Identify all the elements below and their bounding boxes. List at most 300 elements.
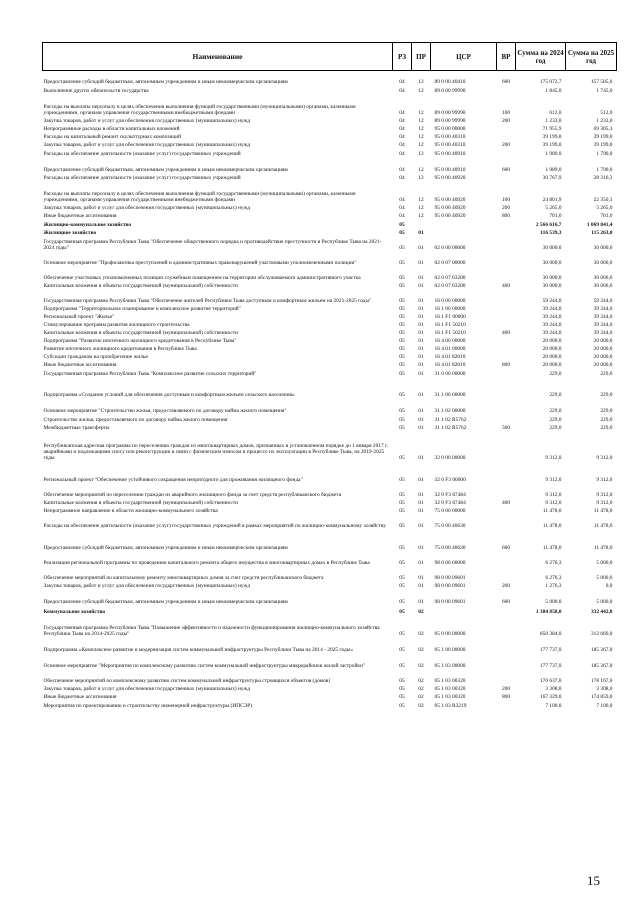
row-sum-2024: 170 637,0 bbox=[539, 678, 562, 685]
row-sum-2024: 20 000,0 bbox=[542, 354, 562, 361]
row-rz: 05 bbox=[399, 678, 405, 685]
row-sum-2024: 9 312,0 bbox=[545, 455, 562, 462]
row-pr: 12 bbox=[418, 126, 424, 133]
row-csr: 31 1 02 R5762 bbox=[434, 417, 467, 424]
row-sum-2025: 174 859,0 bbox=[590, 694, 613, 701]
table-row bbox=[43, 321, 617, 329]
row-pr: 12 bbox=[418, 110, 424, 117]
row-csr: 32 0 F3 00000 bbox=[434, 477, 466, 484]
table-row bbox=[43, 313, 617, 321]
row-name: Государственная программа Республики Тыва "Комплексное развитие сельских территорий" bbox=[43, 371, 257, 378]
row-csr: 16 4 01 82010 bbox=[434, 362, 466, 369]
row-csr: 05 1 03 00320 bbox=[434, 686, 466, 693]
row-pr: 01 bbox=[418, 230, 424, 237]
header-rz: РЗ bbox=[393, 43, 412, 71]
row-sum-2025: 39 199,0 bbox=[593, 142, 613, 149]
row-sum-2025: 9 312,0 bbox=[596, 500, 613, 507]
row-rz: 05 bbox=[399, 371, 405, 378]
row-sum-2024: 1 233,0 bbox=[545, 118, 562, 125]
row-sum-2025: 229,0 bbox=[600, 425, 613, 432]
row-sum-2024: 1 989,0 bbox=[545, 151, 562, 158]
row-pr: 12 bbox=[418, 205, 424, 212]
table-row bbox=[43, 369, 617, 378]
row-rz: 04 bbox=[399, 118, 405, 125]
row-csr: 75 0 00 00000 bbox=[434, 508, 466, 515]
header-name: Наименование bbox=[43, 43, 393, 71]
row-name: Обеспечение участковых уполномоченных полиции служебным помещением на территории обслуживаемого административного участка bbox=[43, 275, 361, 282]
table-row bbox=[43, 484, 617, 499]
row-vr: 200 bbox=[501, 686, 511, 693]
table-row bbox=[43, 378, 617, 399]
row-sum-2025: 0,0 bbox=[605, 583, 613, 590]
row-pr: 01 bbox=[418, 260, 424, 267]
table-row bbox=[43, 462, 617, 484]
row-name: Закупка товаров, работ и услуг для обеспечения государственных (муниципальных) нужд bbox=[43, 583, 251, 590]
row-sum-2025: 20 000,0 bbox=[593, 362, 613, 369]
row-vr bbox=[497, 237, 516, 252]
table-row bbox=[43, 582, 617, 590]
row-csr: 98 0 00 09601 bbox=[434, 575, 466, 582]
row-csr: 95 0 00 40920 bbox=[434, 205, 466, 212]
row-sum-2025: 11 478,0 bbox=[593, 523, 613, 530]
table-row bbox=[43, 345, 617, 353]
table-row bbox=[43, 499, 617, 507]
row-sum-2024: 30 767,9 bbox=[542, 175, 562, 182]
row-rz: 05 bbox=[399, 283, 405, 290]
table-row bbox=[43, 174, 617, 182]
row-sum-2024: 1 384 858,0 bbox=[535, 609, 562, 616]
table-row bbox=[43, 117, 617, 125]
row-csr: 05 1 03 R3219 bbox=[434, 703, 467, 710]
row-sum-2024: 39 199,0 bbox=[542, 134, 562, 141]
row-vr: 500 bbox=[501, 425, 511, 432]
row-name: Расходы на обеспечение деятельности (оказание услуг) государственных учреждений в рамках мероприятий по жилищно-коммунальному хозяйству bbox=[43, 523, 386, 530]
row-sum-2024: 39 244,0 bbox=[542, 330, 562, 337]
table-row bbox=[43, 290, 617, 305]
row-sum-2025: 157 585,6 bbox=[590, 79, 613, 86]
row-pr: 02 bbox=[418, 694, 424, 701]
row-pr: 12 bbox=[418, 142, 424, 149]
row-name: Капитальные вложения в объекты государственной (муниципальной) собственности bbox=[43, 330, 238, 337]
row-csr bbox=[431, 229, 497, 237]
row-rz: 05 bbox=[399, 306, 405, 313]
row-rz: 04 bbox=[399, 110, 405, 117]
row-rz: 05 bbox=[399, 686, 405, 693]
row-rz: 05 bbox=[399, 245, 405, 252]
row-sum-2025: 5 000,0 bbox=[596, 560, 613, 567]
table-row bbox=[43, 237, 617, 252]
row-csr: 05 0 00 00000 bbox=[434, 631, 466, 638]
table-row bbox=[43, 670, 617, 685]
row-rz: 05 bbox=[399, 663, 405, 670]
row-rz: 04 bbox=[399, 151, 405, 158]
row-sum-2024: 59 244,0 bbox=[542, 298, 562, 305]
row-name: Иные бюджетные ассигнования bbox=[43, 362, 117, 369]
row-name: Выполнение других обязательств государства bbox=[43, 88, 149, 95]
row-sum-2024: 177 737,0 bbox=[539, 647, 562, 654]
row-vr: 600 bbox=[501, 599, 511, 606]
row-vr: 600 bbox=[501, 79, 511, 86]
row-vr bbox=[497, 616, 516, 638]
row-vr bbox=[497, 515, 516, 530]
table-row bbox=[43, 212, 617, 220]
row-sum-2025: 512,0 bbox=[600, 110, 613, 117]
row-pr: 01 bbox=[418, 575, 424, 582]
table-row bbox=[43, 515, 617, 530]
row-pr: 01 bbox=[418, 417, 424, 424]
row-rz: 05 bbox=[399, 545, 405, 552]
row-vr bbox=[497, 606, 516, 616]
row-name: Расходы на обеспечение деятельности (оказание услуг) государственных учреждений bbox=[43, 151, 241, 158]
row-rz: 05 bbox=[399, 477, 405, 484]
row-rz: 05 bbox=[399, 500, 405, 507]
row-vr bbox=[497, 378, 516, 399]
row-sum-2025: 28 316,3 bbox=[593, 175, 613, 182]
row-pr: 01 bbox=[418, 492, 424, 499]
row-sum-2024: 701,0 bbox=[549, 213, 562, 220]
row-sum-2024: 30 000,0 bbox=[542, 245, 562, 252]
row-name: Подпрограмма «Комплексное развитие и модернизация систем коммунальной инфраструктуры Республики Тыва на 2014 - 2025 годы» bbox=[43, 647, 354, 654]
row-name: Республиканская адресная программа по переселению граждан из многоквартирных домов, признанных в установленном порядке до 1 января 2017 г. аварийными и подлежащими сносу или реконструкции в связи с физическим износом в процессе их эксплуатации в Республике Тыва, на 2019-2025 годы bbox=[43, 442, 389, 462]
row-pr: 12 bbox=[418, 88, 424, 95]
row-sum-2024: 39 199,0 bbox=[542, 142, 562, 149]
row-pr: 01 bbox=[418, 455, 424, 462]
row-pr: 02 bbox=[418, 686, 424, 693]
row-pr: 02 bbox=[418, 663, 424, 670]
row-rz: 05 bbox=[399, 599, 405, 606]
row-name: Реализация региональной программы по проведению капитального ремонта общего имущества в многоквартирных домах в Республике Тыва bbox=[43, 560, 370, 567]
table-row bbox=[43, 638, 617, 654]
row-vr bbox=[497, 252, 516, 267]
header-vr: ВР bbox=[497, 43, 516, 71]
row-rz: 04 bbox=[399, 213, 405, 220]
row-vr: 800 bbox=[501, 362, 511, 369]
row-pr: 02 bbox=[418, 647, 424, 654]
row-csr: 16 4 00 00000 bbox=[434, 338, 466, 345]
row-sum-2024: 71 955,9 bbox=[542, 126, 562, 133]
row-rz: 05 bbox=[399, 330, 405, 337]
row-pr: 12 bbox=[418, 134, 424, 141]
row-pr: 12 bbox=[418, 175, 424, 182]
row-rz: 04 bbox=[399, 79, 405, 86]
row-vr bbox=[497, 86, 516, 95]
row-vr bbox=[497, 337, 516, 345]
row-csr: 16 4 01 82010 bbox=[434, 354, 466, 361]
row-sum-2024: 3 308,0 bbox=[545, 686, 562, 693]
row-rz: 05 bbox=[399, 425, 405, 432]
table-row bbox=[43, 220, 617, 229]
row-sum-2024: 612,0 bbox=[549, 110, 562, 117]
row-csr: 05 1 03 00320 bbox=[434, 678, 466, 685]
row-csr: 31 1 00 00000 bbox=[434, 392, 466, 399]
table-row bbox=[43, 399, 617, 415]
row-sum-2025: 229,0 bbox=[600, 371, 613, 378]
row-vr bbox=[497, 133, 516, 141]
table-row bbox=[43, 606, 617, 616]
row-sum-2025: 20 000,0 bbox=[593, 354, 613, 361]
row-csr: 95 0 00 40310 bbox=[434, 134, 466, 141]
row-vr: 200 bbox=[501, 205, 511, 212]
row-sum-2024: 39 244,0 bbox=[542, 306, 562, 313]
row-vr bbox=[497, 353, 516, 361]
row-name: Закупка товаров, работ и услуг для обеспечения государственных (муниципальных) нужд bbox=[43, 686, 251, 693]
row-sum-2025: 7 100,0 bbox=[596, 703, 613, 710]
row-vr bbox=[497, 552, 516, 567]
row-pr: 01 bbox=[418, 362, 424, 369]
row-csr: 89 0 00 40410 bbox=[434, 79, 466, 86]
row-vr: 400 bbox=[501, 330, 511, 337]
row-sum-2024: 6 276,3 bbox=[545, 560, 562, 567]
row-sum-2025: 312 669,0 bbox=[590, 631, 613, 638]
row-sum-2024: 20 000,0 bbox=[542, 362, 562, 369]
row-sum-2025: 185 267,0 bbox=[590, 663, 613, 670]
row-sum-2025: 5 265,0 bbox=[596, 205, 613, 212]
row-sum-2025: 5 000,0 bbox=[596, 599, 613, 606]
row-vr: 100 bbox=[501, 110, 511, 117]
row-sum-2024: 116 539,3 bbox=[540, 230, 562, 237]
row-name: Мероприятия по проектированию и строительству инженерной инфраструктуры (ИПСЭР) bbox=[43, 703, 253, 710]
row-sum-2024: 5 000,0 bbox=[545, 599, 562, 606]
row-sum-2025: 701,0 bbox=[600, 213, 613, 220]
row-pr: 01 bbox=[418, 583, 424, 590]
row-rz: 04 bbox=[399, 134, 405, 141]
row-rz: 05 bbox=[399, 362, 405, 369]
row-rz: 05 bbox=[399, 222, 405, 229]
row-sum-2024: 39 244,0 bbox=[542, 322, 562, 329]
row-pr: 02 bbox=[418, 631, 424, 638]
row-rz: 05 bbox=[399, 322, 405, 329]
row-csr: 95 0 00 40920 bbox=[434, 175, 466, 182]
row-name: Иные бюджетные ассигнования bbox=[43, 694, 117, 701]
row-name: Региональный проект "Обеспечение устойчивого сокращения непригодного для проживания жилищного фонда" bbox=[43, 477, 303, 484]
row-pr: 01 bbox=[418, 408, 424, 415]
row-vr bbox=[497, 399, 516, 415]
row-rz: 04 bbox=[399, 205, 405, 212]
header-pr: ПР bbox=[412, 43, 431, 71]
row-rz: 05 bbox=[399, 492, 405, 499]
row-sum-2025: 22 350,3 bbox=[593, 197, 613, 204]
row-sum-2025: 1 790,0 bbox=[596, 167, 613, 174]
row-csr: 02 0 07 00000 bbox=[434, 260, 466, 267]
table-row bbox=[43, 282, 617, 290]
budget-table-sheet bbox=[42, 42, 616, 710]
table-row bbox=[43, 353, 617, 361]
row-sum-2024: 229,0 bbox=[549, 408, 562, 415]
row-sum-2025: 39 244,0 bbox=[593, 314, 613, 321]
row-rz: 05 bbox=[399, 647, 405, 654]
row-csr: 89 0 00 99990 bbox=[434, 88, 466, 95]
row-csr: 95 0 00 00000 bbox=[434, 126, 466, 133]
row-sum-2025: 59 244,0 bbox=[593, 298, 613, 305]
header-sum-2025: Сумма на 2025 год bbox=[566, 43, 617, 71]
table-row bbox=[43, 95, 617, 117]
row-rz: 05 bbox=[399, 631, 405, 638]
row-name: Развитие ипотечного жилищного кредитования в Республике Тыва bbox=[43, 346, 197, 353]
row-sum-2025: 30 000,0 bbox=[593, 260, 613, 267]
row-vr: 200 bbox=[501, 118, 511, 125]
row-csr: 95 0 00 40910 bbox=[434, 151, 466, 158]
row-name: Непрограммные расходы в области капитальных вложений bbox=[43, 126, 180, 133]
row-csr: 75 0 00 40630 bbox=[434, 523, 466, 530]
row-sum-2025: 5 000,0 bbox=[596, 575, 613, 582]
row-csr: 31 1 02 00000 bbox=[434, 408, 466, 415]
row-vr: 400 bbox=[501, 500, 511, 507]
row-vr bbox=[497, 345, 516, 353]
row-pr bbox=[412, 220, 431, 229]
row-name: Закупка товаров, работ и услуг для обеспечения государственных (муниципальных) нужд bbox=[43, 118, 251, 125]
row-vr: 100 bbox=[501, 197, 511, 204]
row-sum-2025: 20 000,0 bbox=[593, 338, 613, 345]
row-csr: 16 1 F1 50210 bbox=[434, 330, 466, 337]
row-sum-2024: 11 478,0 bbox=[542, 545, 562, 552]
row-vr: 200 bbox=[501, 583, 511, 590]
row-vr: 600 bbox=[501, 167, 511, 174]
row-rz: 05 bbox=[399, 560, 405, 567]
row-vr: 200 bbox=[501, 142, 511, 149]
row-sum-2025: 3 308,0 bbox=[596, 686, 613, 693]
row-name: Коммунальное хозяйство bbox=[43, 609, 106, 616]
row-rz: 05 bbox=[399, 260, 405, 267]
row-sum-2024: 6 276,3 bbox=[545, 575, 562, 582]
row-vr: 800 bbox=[501, 694, 511, 701]
row-pr: 01 bbox=[418, 425, 424, 432]
row-rz: 04 bbox=[399, 175, 405, 182]
row-name: Подпрограмма "Территориальное планирование и комплексное развитие территорий" bbox=[43, 306, 241, 313]
row-name: Государственная программа Республики Тыва "Повышение эффективности и надежности функционирования жилищно-коммунального хозяйства Республики Тыва на 2014-2025 годы" bbox=[43, 625, 380, 638]
row-pr: 01 bbox=[418, 371, 424, 378]
budget-table bbox=[42, 42, 617, 710]
row-rz: 05 bbox=[399, 455, 405, 462]
row-csr: 98 0 00 00000 bbox=[434, 560, 466, 567]
row-vr bbox=[497, 313, 516, 321]
row-sum-2025: 9 312,0 bbox=[596, 492, 613, 499]
row-rz: 05 bbox=[399, 338, 405, 345]
row-name: Расходы на капитальный ремонт скульптурных композиций bbox=[43, 134, 181, 141]
row-rz: 04 bbox=[399, 197, 405, 204]
row-rz: 05 bbox=[399, 298, 405, 305]
row-csr: 89 0 00 99990 bbox=[434, 110, 466, 117]
table-row bbox=[43, 685, 617, 693]
row-name: Капитальные вложения в объекты государственной (муниципальной) собственности bbox=[43, 283, 238, 290]
row-rz: 05 bbox=[399, 417, 405, 424]
row-csr: 02 0 07 03200 bbox=[434, 275, 466, 282]
row-sum-2024: 20 000,0 bbox=[542, 346, 562, 353]
row-sum-2024: 229,0 bbox=[549, 392, 562, 399]
table-row bbox=[43, 86, 617, 95]
page-number: 15 bbox=[587, 873, 600, 888]
row-pr: 02 bbox=[418, 678, 424, 685]
table-row bbox=[43, 125, 617, 133]
row-sum-2024: 30 000,0 bbox=[542, 275, 562, 282]
row-vr bbox=[497, 415, 516, 424]
table-row bbox=[43, 305, 617, 313]
row-vr bbox=[497, 229, 516, 237]
row-sum-2025: 229,0 bbox=[600, 392, 613, 399]
row-csr: 32 0 F3 67484 bbox=[434, 500, 466, 507]
row-sum-2025: 332 442,0 bbox=[590, 609, 613, 616]
row-vr bbox=[497, 507, 516, 515]
row-sum-2025: 69 305,3 bbox=[593, 126, 613, 133]
row-sum-2025: 20 000,0 bbox=[593, 346, 613, 353]
row-csr: 95 0 00 40310 bbox=[434, 142, 466, 149]
row-csr: 02 0 00 00000 bbox=[434, 245, 466, 252]
row-rz: 05 bbox=[399, 609, 405, 616]
table-row bbox=[43, 337, 617, 345]
row-sum-2025: 11 478,0 bbox=[593, 545, 613, 552]
row-pr: 01 bbox=[418, 283, 424, 290]
table-row bbox=[43, 329, 617, 337]
row-name: Основное мероприятие "Мероприятия по комплексному развитию систем коммунальной инфраструктуры микрорайонов жилой застройки" bbox=[43, 663, 366, 670]
row-name: Основное мероприятие "Профилактика преступлений и административных правонарушений участковыми уполномоченными полиции" bbox=[43, 260, 357, 267]
row-sum-2025: 1 790,0 bbox=[596, 151, 613, 158]
row-pr: 01 bbox=[418, 477, 424, 484]
row-name: Расходы на выплаты персоналу в целях обеспечения выполнения функций государственными (муниципальными) органами, казенными учреждениями, органами управления государственными внебюджетными фондами bbox=[43, 191, 356, 204]
row-pr: 12 bbox=[418, 197, 424, 204]
row-vr bbox=[497, 125, 516, 133]
table-header-row bbox=[43, 43, 617, 71]
row-sum-2024: 1 276,3 bbox=[545, 583, 562, 590]
row-vr bbox=[497, 670, 516, 685]
row-pr: 01 bbox=[418, 392, 424, 399]
row-rz: 05 bbox=[399, 392, 405, 399]
row-name: Закупка товаров, работ и услуг для обеспечения государственных (муниципальных) нужд bbox=[43, 142, 251, 149]
row-csr: 75 0 00 40630 bbox=[434, 545, 466, 552]
row-csr: 16 1 F1 50210 bbox=[434, 322, 466, 329]
row-csr: 89 0 00 99990 bbox=[434, 118, 466, 125]
row-name: Подпрограмма «Создание условий для обеспечения доступным и комфортным жильем сельского населения» bbox=[43, 392, 295, 399]
row-sum-2025: 1 069 841,4 bbox=[586, 222, 613, 229]
row-sum-2024: 39 244,0 bbox=[542, 314, 562, 321]
row-rz: 05 bbox=[399, 346, 405, 353]
row-rz: 05 bbox=[399, 575, 405, 582]
row-sum-2024: 5 265,0 bbox=[545, 205, 562, 212]
table-row bbox=[43, 229, 617, 237]
row-vr bbox=[497, 305, 516, 313]
row-name: Предоставление субсидий бюджетным, автономным учреждениям и иным некоммерческим организациям bbox=[43, 167, 288, 174]
row-rz: 05 bbox=[399, 275, 405, 282]
row-vr bbox=[497, 462, 516, 484]
row-sum-2025: 11 478,0 bbox=[593, 508, 613, 515]
row-sum-2024: 11 478,0 bbox=[542, 523, 562, 530]
row-sum-2024: 1 845,0 bbox=[545, 88, 562, 95]
row-vr bbox=[497, 321, 516, 329]
row-csr: 98 0 00 09601 bbox=[434, 583, 466, 590]
header-sum-2024: Сумма на 2024 год bbox=[516, 43, 566, 71]
row-name: Стимулирование программ развития жилищного строительства bbox=[43, 322, 190, 329]
row-name: Строительство жилья, предоставляемого по договору найма жилого помещения bbox=[43, 417, 228, 424]
table-row bbox=[43, 141, 617, 149]
table-row bbox=[43, 654, 617, 670]
row-csr: 16 1 00 00000 bbox=[434, 306, 466, 313]
row-pr: 12 bbox=[418, 167, 424, 174]
row-sum-2024: 20 000,0 bbox=[542, 338, 562, 345]
row-name: Обеспечение мероприятий по комплексному развитию систем коммунальной инфраструктуры строящихся объектов (домов) bbox=[43, 678, 331, 685]
row-sum-2024: 175 072,7 bbox=[539, 79, 562, 86]
row-rz: 05 bbox=[399, 230, 405, 237]
row-sum-2024: 167 329,0 bbox=[539, 694, 562, 701]
row-name: Предоставление субсидий бюджетным, автономным учреждениям и иным некоммерческим организациям bbox=[43, 545, 288, 552]
row-sum-2025: 30 000,0 bbox=[593, 245, 613, 252]
row-pr: 12 bbox=[418, 118, 424, 125]
row-pr: 01 bbox=[418, 523, 424, 530]
row-csr: 16 0 00 00000 bbox=[434, 298, 466, 305]
table-row bbox=[43, 267, 617, 282]
row-sum-2025: 39 199,0 bbox=[593, 134, 613, 141]
row-sum-2024: 7 100,0 bbox=[545, 703, 562, 710]
row-pr: 01 bbox=[418, 560, 424, 567]
table-row bbox=[43, 149, 617, 158]
row-sum-2025: 185 267,0 bbox=[590, 647, 613, 654]
